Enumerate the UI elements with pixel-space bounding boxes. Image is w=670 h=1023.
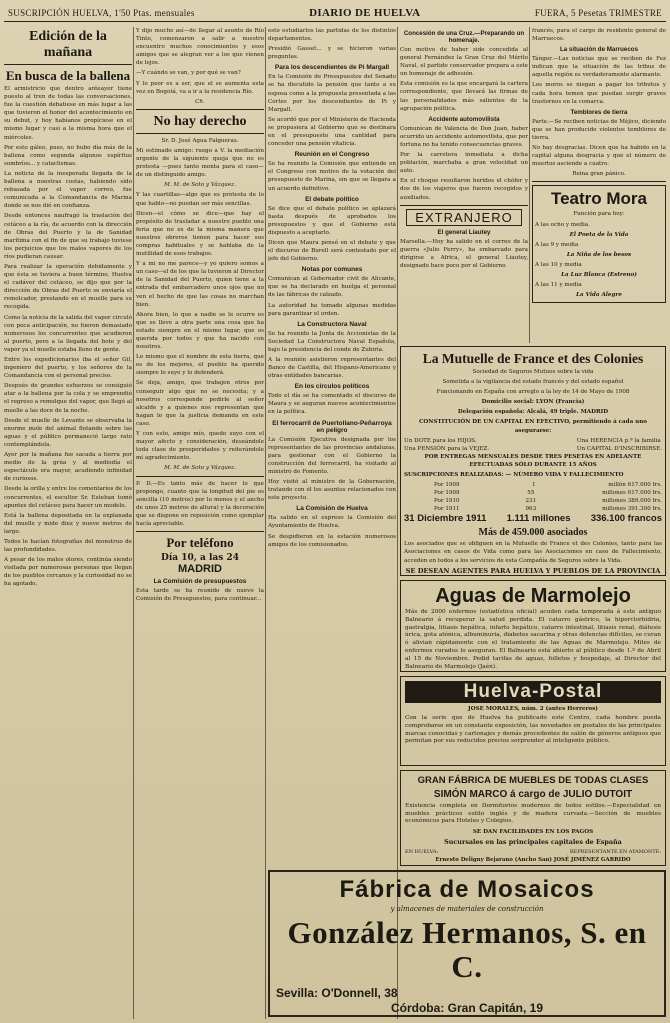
- article-paragraph: Por la carretera inmediata a dicha población, marchaba a gran velocidad un auto.: [400, 152, 528, 175]
- theatre-work: La Vida Alegre: [576, 292, 622, 299]
- article-paragraph: Hoy visitó al ministro de la Gobernación, tratando con él los asuntos relacionados con este proyecto.: [268, 479, 396, 502]
- masthead-title: DIARIO DE HUELVA: [309, 6, 421, 19]
- masthead-subscription: SUSCRIPCIÓN HUELVA, 1'50 Ptas. mensuales: [8, 7, 195, 18]
- article-paragraph: Ayer por la mañana fue sacada a tierra por medio de la grúa y al mediodía el espectáculo era mayor, acudiendo infinidad de curiosos.: [4, 452, 132, 483]
- article-paragraph: Se ha reunido la Junta de Accionistas de la Sociedad La Constructora Naval Española, bajo la presidencia del conde de Zubiría.: [268, 330, 396, 353]
- divider: [400, 205, 528, 206]
- mosaicos-title: Fábrica de Mosaicos: [339, 876, 595, 903]
- subhead: La Comisión de Huelva: [296, 505, 368, 513]
- mutuelle-total: [404, 513, 662, 525]
- mutuelle-ad: [400, 346, 666, 576]
- mutuelle-amount: millones 617.000 frs.: [602, 490, 662, 497]
- column-divider: [529, 27, 530, 343]
- article-paragraph: Por esto gáleo, pues, no hubo día más de la ballena como segunda algunos espíritus sombríos... y cataclismas.: [4, 144, 132, 167]
- article-paragraph: La autoridad ha tomado algunas medidas para garantizar el orden.: [268, 302, 396, 317]
- article-paragraph: Desde el muelle de Levante se observaba la enorme mole del animal flotando sobre las aguas y el público permaneció largo rato contemplándola.: [4, 417, 132, 448]
- mutuelle-n: 231: [525, 498, 537, 505]
- mutuelle-amount: millones 391.300 frs.: [602, 506, 662, 513]
- mutuelle-year: Por 1910: [434, 498, 460, 505]
- theatre-title: Teatro Mora: [550, 189, 648, 209]
- article-paragraph: Y dijo mucho así—de llegar al asunto de Río Tinto, comenzaron a salir a nuestro encuentro muchos conocimientos y esos amigos que se alegran ver a los que vienen de lejos.: [136, 28, 264, 67]
- mutuelle-line: CONSTITUCIÓN DE UN CAPITAL EN EFECTIVO, permitiendo á cada uno asegurarse:: [418, 419, 648, 434]
- telefono-subhead: La Comisión de presupuestos: [153, 578, 247, 586]
- masthead-price: FUERA, 5 Pesetas TRIMESTRE: [534, 7, 662, 18]
- signature: M. M. de Soto y Vázquez.: [164, 465, 236, 472]
- section-title: EXTRANJERO: [406, 209, 522, 226]
- article-headline: No hay derecho: [153, 113, 247, 129]
- postal-ad: [400, 676, 666, 766]
- mutuelle-amount: millones 389.000 frs.: [602, 498, 662, 505]
- subhead: Concesión de una Cruz.—Preparando un homenaje.: [403, 30, 525, 44]
- subhead: Accidente automovilista: [428, 115, 500, 123]
- mutuelle-row: [434, 497, 662, 505]
- article-paragraph: Ha salido en el expreso la Comisión del Ayuntamiento de Huelva.: [268, 515, 396, 530]
- article-paragraph: El armistricio que dentro anteayer tiene puesto al tren de todas las conversaciones, fue la cuestión debatiese en más lugar a las que tuvieron el honor del acontecimiento en su debut, y hoy habíanos propíciese en el mismo lugar y casi a la misma hora que el miércoles.: [4, 86, 132, 141]
- theatre-work: La Luz Blanca (Estreno): [561, 271, 637, 278]
- divider: [136, 531, 264, 532]
- furniture-ad: [400, 770, 666, 866]
- article-paragraph: Marsella.—Hoy ha salido en el correo de la guerra «Julio Ferry», ha embarcado para dirigirse a Africa, el general Liautey, designado hace poco por el Gobierno: [400, 238, 528, 269]
- article-paragraph: francés, para el cargo de residente general de Marruecos.: [532, 28, 666, 43]
- article-paragraph: Presidió Gasset... y se hicieron varias preguntas.: [268, 46, 396, 61]
- mutuelle-option: Una HERENCIA p.ª la familia: [576, 437, 661, 444]
- divider: [136, 133, 264, 134]
- postal-title: Huelva-Postal: [405, 681, 661, 703]
- section-title: Edición de la mañana: [29, 29, 107, 60]
- article-paragraph: Entre los expedicionarios iba el señor Gil, ingeniero del puerto, y los señores de la Comandancia con el personal preciso.: [4, 357, 132, 380]
- article-paragraph: Todo el día se ha comentado el discurso de Maura y se auguran nuevos acontecimientos en la política.: [268, 393, 396, 416]
- subhead: Temblores de tierra: [570, 108, 628, 116]
- mutuelle-line: Delegación española: Alcalá, 49 triple. MADRID: [457, 409, 609, 416]
- mutuelle-total-n: 1.111 millones: [506, 513, 571, 525]
- divider: [136, 476, 264, 477]
- mutuelle-row: [434, 505, 662, 513]
- article-paragraph: Después de grandes esfuerzos se consiguió atar a la ballena por la cola y se emprendió el regreso a remolque del vapor, que llegó al muelle a las doce de la noche.: [4, 383, 132, 414]
- mutuelle-line: Sociedad de Seguros Mutuos sobre la vida: [472, 369, 594, 375]
- mosaicos-subtitle: y almacenes de materiales de construcción: [390, 905, 544, 913]
- theatre-work: El Poeta de la Vida: [569, 231, 629, 238]
- article-paragraph: —Y cuándo se van, y por qué se van?: [136, 70, 241, 77]
- subhead: Para los descendientes de Pi Margall: [274, 64, 390, 72]
- article-paragraph: No hay desgracias. Dicen que ha habido en la capital alguna desgracia y que el número de muertos asciende a cuatro.: [532, 145, 666, 168]
- theatre-subtitle: Función para hoy:: [573, 211, 625, 218]
- furniture-reps: [405, 848, 661, 856]
- furniture-owner: SIMÓN MARCO á cargo de JULIO DUTOIT: [433, 789, 633, 800]
- marmolejo-text: Más de 2000 enfermos (estadística oficial) acuden cada temporada á este antiguo Balneario á recuperar la salud perdida. El catarro gástrico, la hiperclorhidria, gastralgia, litiasis hepática, infarto hepático, catarro intestinal, litiasis renal, diátesis úrica, gota atónica, albuminuria, diabetes sacarina y otras dolencias difíciles, se curan ó alivian rápidamente con el tratamiento de las Aguas de Marmolejo. Miles de enfermos curados lo aseguran. El Balneario está abierto al público desde 1.º de Abril al 15 de Noviembre. Pedid tarifas de aguas, folletos y hospedaje, al Director del Balneario de Marmolejo (Jaén).: [405, 609, 661, 670]
- mosaicos-ad: [268, 870, 666, 1017]
- mutuelle-desc: Los asociados que se obliguen en la Mutuelle de France et des Colonies, tanto para las Asociaciones en casos de Vida como para las Asociaciones en caso de Fallecimiento, acceden en todos a los servicios de esta Compañía de Seguros sobre la Vida.: [404, 541, 662, 564]
- mutuelle-row: [434, 489, 662, 497]
- furniture-branches: Sucursales en las principales capitales de España: [444, 837, 622, 846]
- postscript: P. D.—Es tanto más de hacer lo que propongo, cuanto que la longitud del pie es sencilla (10 metros) por lo menos y el ancho de unos 25 metros de altura) y la decoración que se dispone en reposición como ejemplar hacía apreciable.: [136, 480, 264, 527]
- mutuelle-total-date: 31 Diciembre 1911: [404, 513, 487, 525]
- mutuelle-amount: millón 617.000 frs.: [608, 481, 662, 488]
- mutuelle-n: 1: [532, 481, 536, 488]
- article-paragraph: esto estudiarlos las partidas de los distintos departamentos.: [268, 28, 396, 43]
- article-paragraph: Se ha reunido la Comisión que entiende en el Congreso con motivo de la votación del presupuesto de Marina, sin que se llegara a un acuerdo definitivo.: [268, 161, 396, 192]
- subhead: El general Liautey: [437, 228, 491, 236]
- furniture-title: GRAN FÁBRICA DE MUEBLES DE TODAS CLASES: [417, 775, 649, 786]
- mosaicos-address: Córdoba: Gran Capitán, 19: [390, 1001, 544, 1015]
- subhead: La Constructora Naval: [297, 320, 367, 328]
- mosaicos-address: Sevilla: O'Donnell, 38: [276, 986, 398, 1000]
- mutuelle-option: Una PENSIÓN para la VEJEZ.: [404, 445, 490, 452]
- mosaicos-address: [276, 1016, 658, 1017]
- mutuelle-line: Sometida a la vigilancia del estado francés y del estado español: [442, 379, 624, 386]
- furniture-rep-label: EN HUELVA:: [405, 848, 439, 855]
- divider: [532, 181, 666, 182]
- mutuelle-line: POR ENTREGAS MENSUALES DESDE TRES PESETAS EN ADELANTE EFECTUADAS SÓLO DURANTE 15 AÑOS: [424, 453, 642, 468]
- article-paragraph: Desde entonces naufragó la traslación del cetáceo a la ría, de acuerdo con la dirección de Obras del Puerto y la de Sanidad marítima con el fin de que su trabajo tuviese los perjuicios que los malos vapores de los ríos pudieran causar.: [4, 213, 132, 260]
- article-paragraph: Como la noticia de la salida del vapor circuló con poca anticipación, no fueron demasiado numerosos los concurrentes que acudieron al puerto, pero a la llegada del bote y del vapor ya el muelle estaba lleno de gente.: [4, 314, 132, 353]
- article-paragraph: Los moros se niegan a pagar los tributos y cada hora temen que puedan surgir graves trastornos en la comarca.: [532, 82, 666, 105]
- article-paragraph: Para realizar la operación debidamente y que ésta se tuviera a buen término, Huelva el cadáver del cetáceo, se dijo que por la dirección de Obras del Puerto se enviaría el remolcador, prestando en el muelle para su recogida.: [4, 263, 132, 311]
- article-paragraph: Tánger.—Las noticias que se reciben de Fez indican que la situación de las tribus de aquella región es verdaderamente alarmante.: [532, 56, 666, 79]
- mutuelle-year: Por 1909: [434, 481, 460, 488]
- article-paragraph: M. M. de Soto y Vázquez.: [164, 182, 236, 189]
- article-paragraph: Dicen—el cómo se dice—que hay el propósito de trasladar a nuestro pueblo una feria que no es de la misma manera que nuestros obreros tienen para hacer sus compras habituales y se hablaba de la inutilidad de esos trabajos.: [136, 210, 264, 258]
- article-paragraph: Todos le hacían fotografías del monstruo de las profundidades.: [4, 538, 132, 554]
- column-5: [532, 27, 666, 343]
- article-paragraph: La noticia de la inesperada llegada de la ballena a nuestras costas, habiendo sido rebasada por el vapor correo, fue comunicada a la Comandancia de Marina donde se nos dió en confianza.: [4, 170, 132, 210]
- telefono-city: MADRID: [178, 563, 222, 576]
- telefono-date: Día 10, a las 24: [161, 553, 239, 564]
- article-paragraph: Está la ballena depositada en la explanada del muelle y mide diez y nueve metros de largo.: [4, 512, 132, 535]
- article-paragraph: Lo mismo que el nombre de esta tierra, que es de los mejores, el pueblo ha querido siempre lo suyo y lo defenderá.: [136, 354, 264, 377]
- mutuelle-year: Por 1911: [434, 506, 460, 513]
- marmolejo-ad: [400, 580, 666, 672]
- divider: [4, 64, 132, 65]
- article-paragraph: Y las cuartillas—algo que es protesta de lo que hablo—no puedan ser más sencillas.: [136, 192, 264, 207]
- furniture-text: Existencia completa en Dormitorios modernos de todos estilos.—Especialidad en muebles prácticos estilo inglés y de madera curvada.—Sección de muebles económicos para Hoteles y Colegios.: [405, 803, 661, 825]
- article-paragraph: Desde la orilla y entre los comentarios de los concurrentes, el escultor Sr. Esteban tomó apuntes del cetáceo para hacer un modelo.: [4, 486, 132, 509]
- mutuelle-option: Un CAPITAL D'INSCRIBIRSE.: [576, 445, 662, 452]
- article-paragraph: Esta comisión es la que encargará la cartera correspondiente, que llevará las firmas de las personalidades más salientes de la agrupación política.: [400, 81, 528, 112]
- subhead: En los círculos políticos: [294, 383, 370, 391]
- marmolejo-title: Aguas de Marmolejo: [435, 585, 631, 607]
- theatre-listing: [532, 185, 666, 303]
- mosaicos-company: González Hermanos, S. en C.: [287, 915, 647, 984]
- mutuelle-total-amount: 336.100 francos: [590, 513, 662, 525]
- furniture-rep-names: Ernesto Deligny Bejarano (Ancho San) JOSÉ JIMÉNEZ GARRIDO: [435, 857, 631, 864]
- subhead: El debate político: [305, 195, 359, 203]
- mutuelle-table: [434, 481, 662, 513]
- mutuelle-n: 963: [525, 506, 537, 513]
- article-paragraph: Y con esto, amigo mío, quedo suyo con el mayor afecto y consideración, deseándole toda clase de prosperidades y reiterándole mi agradecimiento.: [136, 431, 264, 462]
- signature: Ch.: [195, 98, 205, 105]
- article-paragraph: Y lo peor es a ser, que el se aumenta esta vez en Bogotá, va a ir a la residencia Río.: [136, 80, 264, 95]
- furniture-rep-label: REPRESENTANTE EN AYAMONTE:: [569, 848, 661, 855]
- mutuelle-fund: Más de 459.000 asociados: [478, 527, 588, 539]
- article-paragraph: En la Comisión de Presupuestos del Senado se ha discutido la pensión que tanto a su esposa como a la propuesta presentada a las Cortes por los descendientes de Pi y Margall.: [268, 74, 396, 113]
- article-paragraph: Dicen que Maura pensó en el debate y que el discurso de Burell será contestado por el jefe del Gobierno.: [268, 239, 396, 263]
- postal-owner: JOSE MORALES, núm. 2 (antes Herreros): [468, 706, 598, 712]
- article-paragraph: Reina gran pánico.: [572, 171, 626, 178]
- mutuelle-title: La Mutuelle de France et des Colonies: [422, 351, 644, 366]
- article-paragraph: Se despidieron en la estación numerosos amigos de los comisionados.: [268, 533, 396, 548]
- mutuelle-row: [434, 481, 662, 489]
- byline: Sr. D. José Agua Falgueras.: [161, 137, 239, 144]
- column-divider: [133, 27, 134, 1019]
- mutuelle-agents: SE DESEAN AGENTES PARA HUELVA Y PUEBLOS DE LA PROVINCIA: [405, 566, 661, 575]
- theatre-work: La Niña de los besos: [566, 251, 632, 258]
- column-4: [400, 27, 528, 343]
- theatre-session: A las 9 y media: [535, 241, 579, 248]
- subhead: Reunión en el Congreso: [294, 151, 370, 159]
- mutuelle-line: Domicilio social: LYON (Francia): [481, 399, 585, 406]
- article-headline: En busca de la ballena: [5, 68, 131, 83]
- subhead: Notas por comunes: [301, 266, 363, 274]
- article-paragraph: En el choque resultaron heridos el chófer y dos de los viajeros que fueron recogidos y auxiliados.: [400, 178, 528, 201]
- mutuelle-options: [404, 437, 662, 453]
- article-paragraph: Mi estimado amigo: ruego a V. la mediación urgente de la siguiente queja que no es protesta —pues tanto monta para el caso— de un distinguido amigo.: [136, 147, 264, 179]
- theatre-session: A las 10 y media: [535, 261, 582, 268]
- mutuelle-n: 55: [527, 490, 535, 497]
- subhead: El ferrocarril de Puertollano-Peñarroya en peligro: [272, 419, 392, 434]
- mutuelle-option: Un DOTE para los HIJOS.: [404, 437, 477, 444]
- divider: [136, 109, 264, 110]
- masthead: [4, 4, 666, 22]
- furniture-terms: SE DAN FACILIDADES EN LOS PAGOS: [472, 828, 594, 835]
- article-paragraph: Se acordó que por el Ministerio de Hacienda se propusiera al Gobierno que se destinara en el presupuesto una cantidad para conceder una pensión vitalicia.: [268, 116, 396, 148]
- mutuelle-table-head: SUSCRIPCIONES REALIZADAS: — NÚMERO VIDA Y FALLECIMIENTO: [404, 471, 624, 478]
- article-paragraph: Con motivo de haber sido concedida al general Fernández la Gran Cruz del Mérito Naval, el partido conservador prepara a este un homenaje de adhesión.: [400, 47, 528, 78]
- article-paragraph: Parte.—Se reciben noticias de Méjico, diciendo que se han producido violentos temblores de tierra.: [532, 118, 666, 141]
- postal-text: Con la serie que de Huelva ha publicado este Centro, cada hombre pueda comprobarse en un constante exposición, las novedades en postales de las principales marcas conocidas y cartonajes y demás procedentes de salón de géneros antiguos que permitan por sus reducidos precios sorprender al inteligente público.: [405, 715, 661, 745]
- theatre-session: A las ocho y media.: [535, 221, 590, 228]
- article-paragraph: Se deja, amigo, que trabajen otros por conseguir algo que no se necesita; y a nosotros corresponde pedirle al señor alcalde y a quienes nos representan que hagan lo que la justicia demanda en este caso.: [136, 380, 264, 427]
- theatre-session: A las 11 y media: [535, 282, 582, 289]
- article-paragraph: La Comisión Ejecutiva designada por los representantes de las provincias andaluzas, para gestionar con el Gobierno la construcción del ferrocarril, ha visitado al ministro de Fomento.: [268, 436, 396, 475]
- article-paragraph: Comunican de Valencia de Don Juan, haber ocurrido un accidente automovilista, que por fortuna no ha tenido consecuencias graves.: [400, 125, 528, 148]
- article-paragraph: Y a mi no me parece—y yo quiero somos a un caso—el de los que la tuvieron al Director de la Sanidad del Puerto, quien tiene a la entrada del embarcadero unos ojos que no ven el hecho de que las cosas no marchan bien.: [136, 261, 264, 308]
- telefono-title: Por teléfono: [166, 535, 234, 551]
- article-paragraph: Esta tarde se ha reunido de nuevo la Comisión de Presupuestos, para continuar...: [136, 588, 264, 603]
- article-paragraph: Comunican al Gobernador civil de Alicante, que se ha declarado en huelga el personal de las fábricas de calzado.: [268, 276, 396, 299]
- subhead: La situación de Marruecos: [559, 46, 639, 54]
- column-1: [4, 27, 132, 1019]
- mutuelle-year: Por 1909: [434, 490, 460, 497]
- mutuelle-line: Funcionando en España con arreglo a la ley de 14 de Mayo de 1908: [436, 389, 630, 396]
- article-paragraph: Ahora bien, lo que a nadie se le ocurre es que se lleve a otra parte una cosa que ha estado siempre en el mismo lugar, que es querida por todos y que ha nacido con nosotros.: [136, 311, 264, 351]
- column-2: [136, 27, 264, 1019]
- column-divider: [265, 27, 266, 1019]
- article-paragraph: Se dice que el debate político se aplazará hasta después de aprobados los presupuestos y que el Gobierno está dispuesto a aceptarlo.: [268, 205, 396, 236]
- article-paragraph: A pesar de los malos olores, continúa siendo visitada por numerosas personas que llegan de los pueblos cercanos y la curiosidad no se ha agotado.: [4, 557, 132, 588]
- article-paragraph: A la reunión asistieron representantes del Banco de Castilla, del Hispano-Americano y otras entidades bancarias.: [268, 357, 396, 380]
